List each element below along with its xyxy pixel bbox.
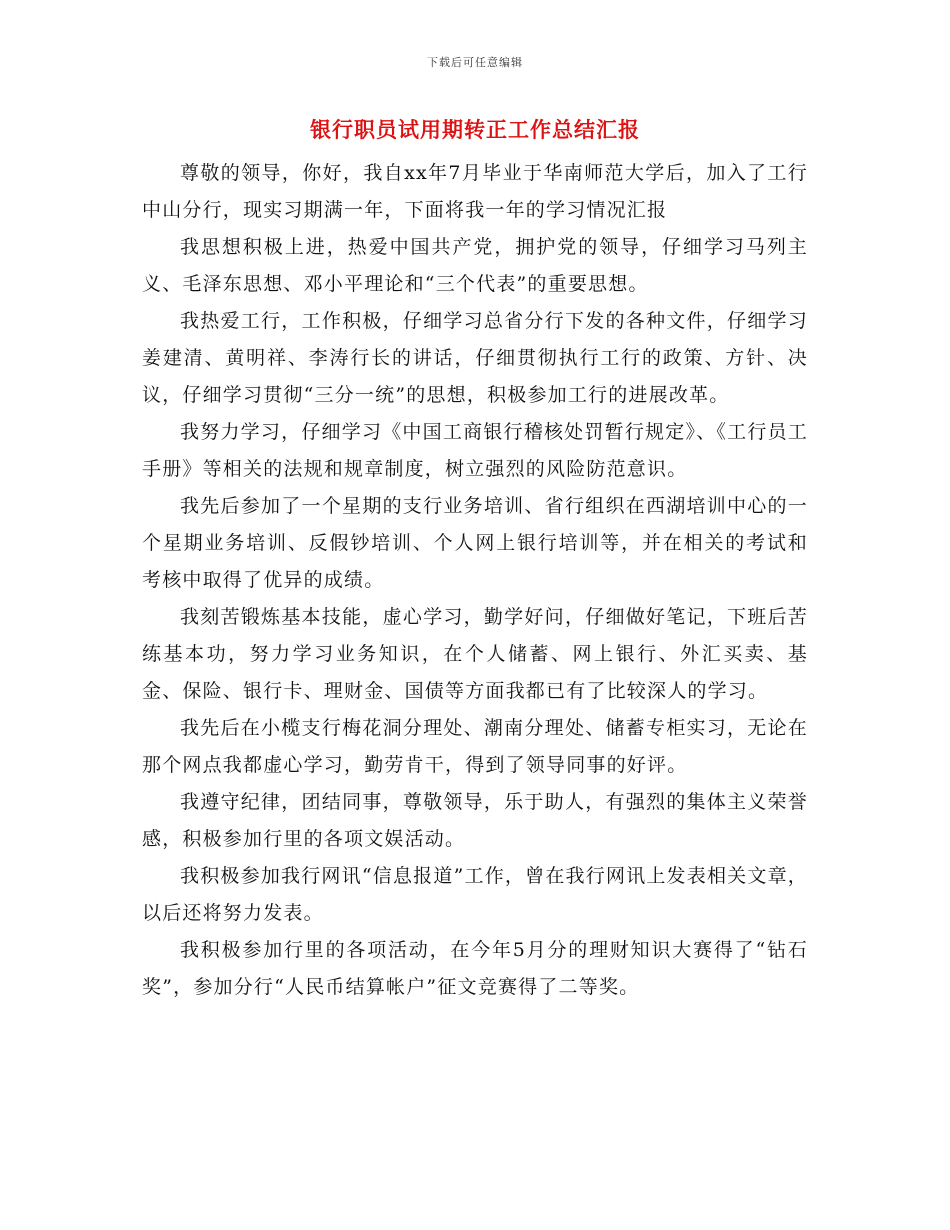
document-body [142,155,808,1006]
paragraph: 我先后参加了一个星期的支行业务培训、省行组织在西湖培训中心的一个星期业务培训、反假钞培训、个人网上银行培训等，并在相关的考试和考核中取得了优异的成绩。 [142,495,808,591]
paragraph: 我努力学习，仔细学习《中国工商银行稽核处罚暂行规定》、《工行员工手册》等相关的法规和规章制度，树立强烈的风险防范意识。 [142,421,808,480]
paragraph: 尊敬的领导，你好，我自xx年7月毕业于华南师范大学后，加入了工行中山分行，现实习期满一年，下面将我一年的学习情况汇报 [142,162,808,221]
paragraph: 我积极参加行里的各项活动，在今年5月分的理财知识大赛得了“钻石奖”，参加分行“人民币结算帐户”征文竞赛得了二等奖。 [142,939,808,998]
header-note: 下载后可任意编辑 [427,56,523,69]
paragraph: 我积极参加我行网讯“信息报道”工作，曾在我行网讯上发表相关文章，以后还将努力发表。 [142,865,808,924]
paragraph: 我思想积极上进，热爱中国共产党，拥护党的领导，仔细学习马列主义、毛泽东思想、邓小平理论和“三个代表”的重要思想。 [142,236,808,295]
paragraph: 我刻苦锻炼基本技能，虚心学习，勤学好问，仔细做好笔记，下班后苦练基本功，努力学习业务知识，在个人储蓄、网上银行、外汇买卖、基金、保险、银行卡、理财金、国债等方面我都已有了比较深人的学习。 [142,606,808,702]
paragraph: 我遵守纪律，团结同事，尊敬领导，乐于助人，有强烈的集体主义荣誉感，积极参加行里的各项文娱活动。 [142,791,808,850]
document-title: 银行职员试用期转正工作总结汇报 [310,117,640,142]
paragraph: 我热爱工行，工作积极，仔细学习总省分行下发的各种文件，仔细学习姜建清、黄明祥、李涛行长的讲话，仔细贯彻执行工行的政策、方针、决议，仔细学习贯彻“三分一统”的思想，积极参加工行的进展改革。 [142,310,808,406]
paragraph: 我先后在小榄支行梅花洞分理处、潮南分理处、储蓄专柜实习，无论在那个网点我都虚心学习，勤劳肯干，得到了领导同事的好评。 [142,717,808,776]
